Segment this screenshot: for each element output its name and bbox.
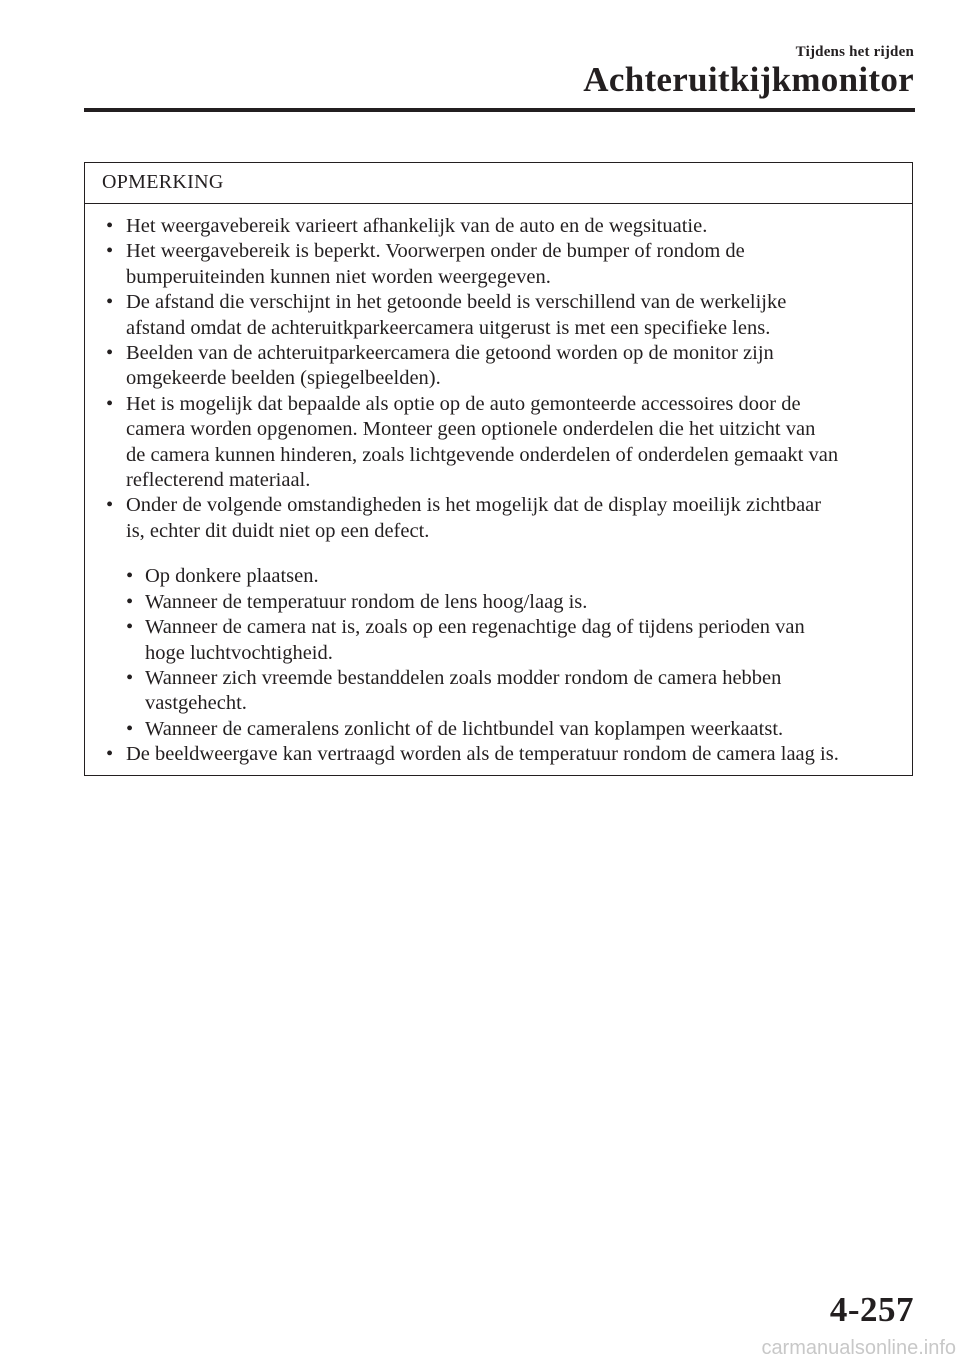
note-item-text: Het weergavebereik varieert afhankelijk van de auto en de wegsituatie. <box>126 215 708 237</box>
note-subitem <box>85 590 912 615</box>
section-label: Tijdens het rijden <box>795 44 914 60</box>
bullet-icon: • <box>126 616 134 639</box>
note-subitem-text: Wanneer de cameralens zonlicht of de lichtbundel van koplampen weerkaatst. <box>145 717 784 740</box>
note-item <box>85 493 912 544</box>
note-item <box>85 742 912 767</box>
note-item-text: Het is mogelijk dat bepaalde als optie op de auto gemonteerde accessoires door de camera worden opgenomen. Monteer geen optionele onderdelen die het uitzicht van de camera kunnen hinderen, zoals lichtgevende onderdelen of onderdelen gemaakt van reflecterend materiaal. <box>126 392 839 492</box>
note-item <box>85 392 912 494</box>
note-subitem <box>85 666 912 717</box>
bullet-icon: • <box>106 392 114 415</box>
page-number: 4-257 <box>829 1290 914 1329</box>
note-subitem-text: Wanneer zich vreemde bestanddelen zoals modder rondom de camera hebben vastgehecht. <box>145 666 782 715</box>
note-subitem <box>85 615 912 666</box>
note-item <box>85 341 912 392</box>
header-divider <box>84 108 915 112</box>
note-item-text: De afstand die verschijnt in het getoonde beeld is verschillend van de werkelijke afstand omdat de achteruitkparkeercamera uitgerust is met een specifieke lens. <box>126 291 787 339</box>
note-item-text: Onder de volgende omstandigheden is het mogelijk dat de display moeilijk zichtbaar is, echter dit duidt niet op een defect. <box>126 494 822 542</box>
bullet-icon: • <box>126 590 134 613</box>
bullet-icon: • <box>126 565 134 588</box>
note-subitem-text: Wanneer de temperatuur rondom de lens hoog/laag is. <box>145 590 588 613</box>
note-subitem <box>85 717 912 742</box>
note-item <box>85 290 912 341</box>
note-subitem <box>85 564 912 589</box>
note-box <box>84 162 913 776</box>
note-item-text: Het weergavebereik is beperkt. Voorwerpen onder de bumper of rondom de bumperuiteinden kunnen niet worden weergegeven. <box>126 240 745 288</box>
bullet-icon: • <box>106 215 114 237</box>
bullet-icon: • <box>106 291 114 314</box>
note-item <box>85 239 912 290</box>
bullet-icon: • <box>106 240 114 263</box>
note-item <box>85 214 912 239</box>
bullet-icon: • <box>106 494 114 517</box>
note-list <box>85 214 912 768</box>
note-heading: OPMERKING <box>102 171 224 193</box>
page-title: Achteruitkijkmonitor <box>583 60 914 99</box>
bullet-icon: • <box>106 743 114 766</box>
watermark-text: carmanualsonline.info <box>761 1337 956 1359</box>
bullet-icon: • <box>106 342 114 365</box>
note-heading-divider <box>85 203 912 204</box>
note-item-text: De beeldweergave kan vertraagd worden als de temperatuur rondom de camera laag is. <box>126 743 839 766</box>
note-item-text: Beelden van de achteruitparkeercamera die getoond worden op de monitor zijn omgekeerde beelden (spiegelbeelden). <box>126 342 774 390</box>
note-subitem-text: Wanneer de camera nat is, zoals op een regenachtige dag of tijdens perioden van hoge luchtvochtigheid. <box>145 616 805 664</box>
note-subitem-text: Op donkere plaatsen. <box>145 565 319 588</box>
bullet-icon: • <box>126 717 134 740</box>
bullet-icon: • <box>126 666 134 689</box>
